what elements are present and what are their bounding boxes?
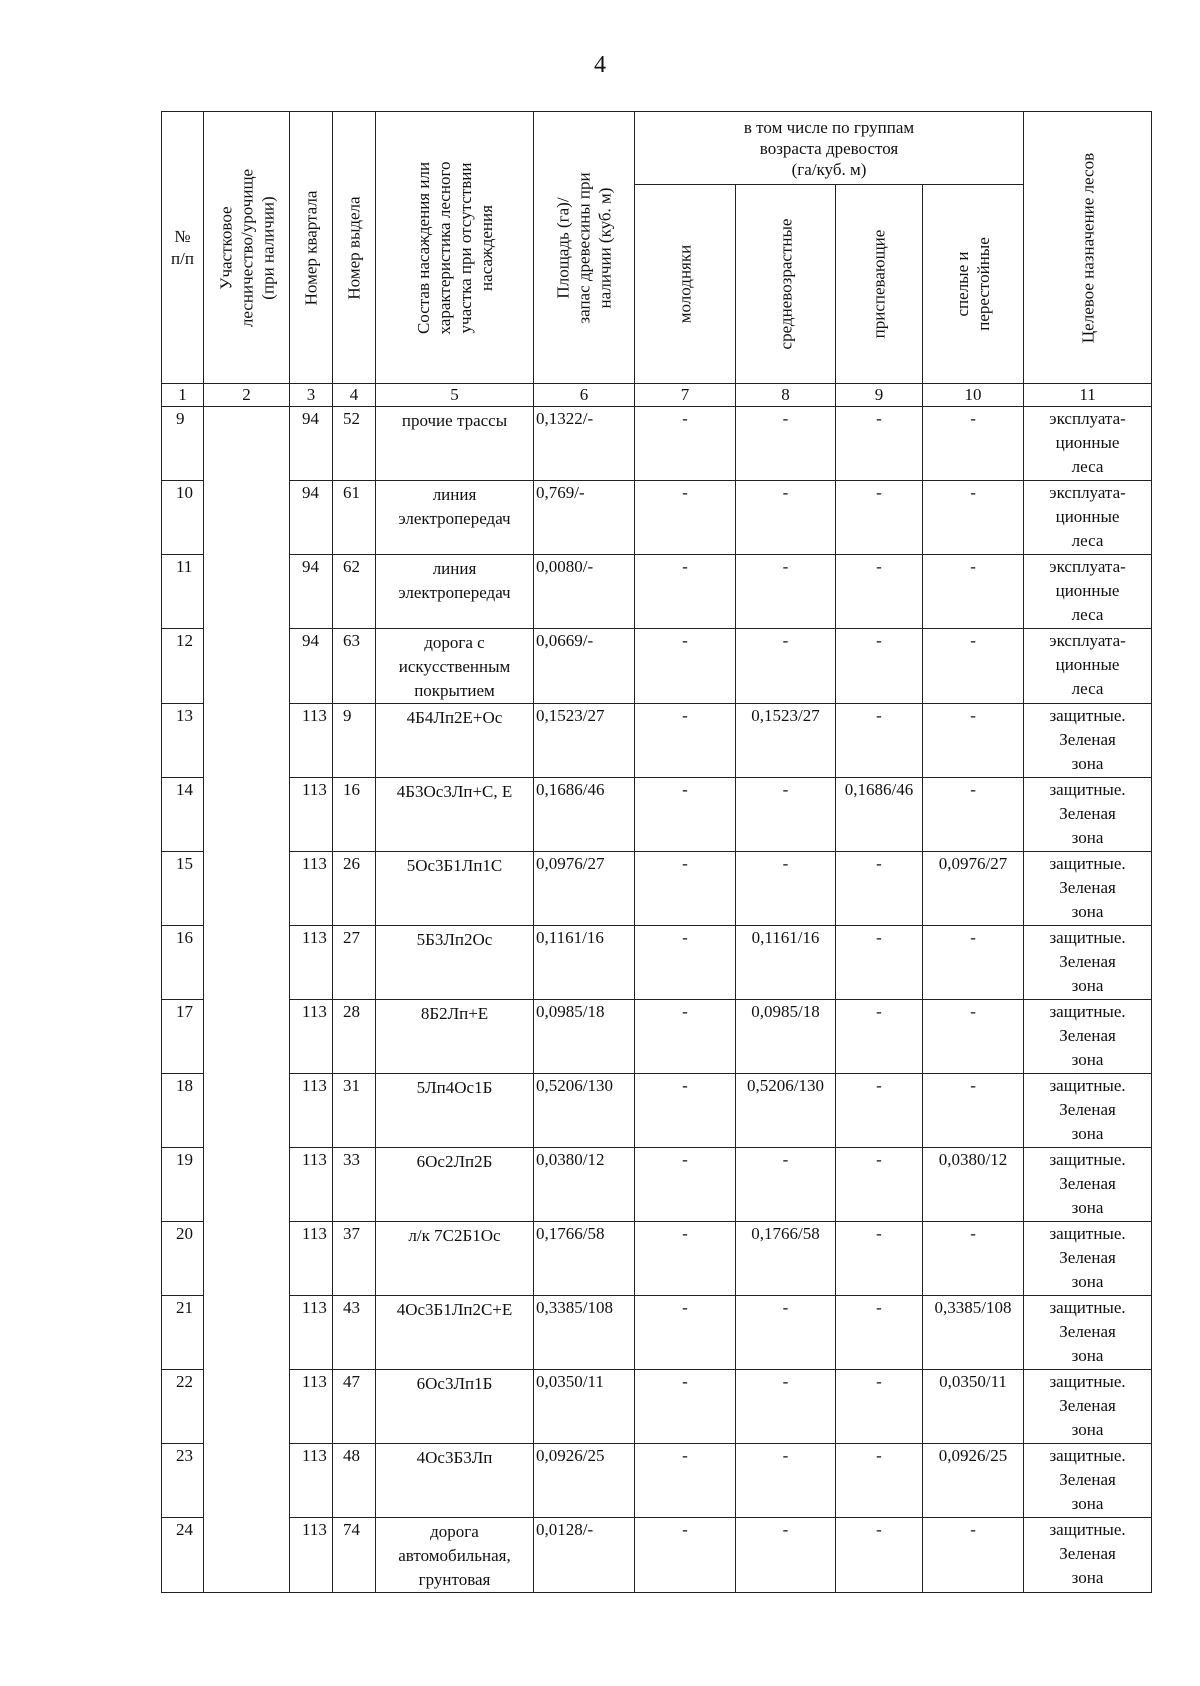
composition-line: прочие трассы [401, 411, 508, 430]
purpose-line: леса [1071, 457, 1104, 476]
header.age_groups-line: возраста древостоя [759, 138, 899, 158]
quarter-number: 113 [290, 1444, 333, 1518]
table-row [162, 1444, 1152, 1518]
header.age_groups-line: (га/куб. м) [791, 159, 867, 179]
header-area [534, 112, 635, 384]
middle-aged-value: 0,5206/130 [736, 1074, 836, 1148]
purpose-line: защитные. [1049, 1076, 1126, 1095]
purpose-line: защитные. [1049, 1002, 1126, 1021]
young-value: - [635, 1222, 736, 1296]
header-allotment [333, 112, 376, 384]
mature-value: - [923, 926, 1024, 1000]
composition-cell [376, 926, 534, 1000]
allotment-number: 28 [333, 1000, 376, 1074]
composition-line: л/к 7С2Б1Ос [408, 1226, 501, 1245]
composition-cell [376, 1296, 534, 1370]
header-mature-text [952, 237, 994, 331]
purpose-line: Зеленая [1059, 1100, 1116, 1119]
table-row [162, 1518, 1152, 1593]
maturing-value: 0,1686/46 [836, 778, 923, 852]
purpose-line: Зеленая [1059, 1470, 1116, 1489]
composition-cell [376, 1074, 534, 1148]
purpose-line: ционные [1055, 655, 1120, 674]
purpose-line: ционные [1055, 433, 1120, 452]
purpose-line: зона [1071, 902, 1104, 921]
purpose-line: ционные [1055, 507, 1120, 526]
young-value: - [635, 852, 736, 926]
purpose-line: эксплуата- [1049, 631, 1126, 650]
purpose-line: защитные. [1049, 1446, 1126, 1465]
column-number: 10 [923, 384, 1024, 407]
composition-line: электропередач [398, 583, 511, 602]
purpose-line: зона [1071, 1346, 1104, 1365]
young-value: - [635, 481, 736, 555]
middle-aged-value: - [736, 481, 836, 555]
area-volume: 0,0976/27 [534, 852, 635, 926]
area-volume: 0,0350/11 [534, 1370, 635, 1444]
middle-aged-value: - [736, 1444, 836, 1518]
column-number: 7 [635, 384, 736, 407]
purpose-cell [1024, 852, 1152, 926]
row-number: 18 [162, 1074, 204, 1148]
allotment-number: 63 [333, 629, 376, 704]
area-volume: 0,0669/- [534, 629, 635, 704]
composition-cell [376, 704, 534, 778]
header-np [162, 112, 204, 384]
purpose-line: зона [1071, 1124, 1104, 1143]
header.composition-line: Состав насаждения или [413, 161, 433, 334]
maturing-value: - [836, 926, 923, 1000]
area-volume: 0,1766/58 [534, 1222, 635, 1296]
header.mature-line: спелые и [953, 251, 973, 317]
area-volume: 0,5206/130 [534, 1074, 635, 1148]
purpose-line: защитные. [1049, 1298, 1126, 1317]
middle-aged-value: - [736, 407, 836, 481]
table-row [162, 407, 1152, 481]
young-value: - [635, 1370, 736, 1444]
area-volume: 0,0985/18 [534, 1000, 635, 1074]
allotment-number: 33 [333, 1148, 376, 1222]
allotment-number: 62 [333, 555, 376, 629]
mature-value: - [923, 1000, 1024, 1074]
mature-value: 0,0926/25 [923, 1444, 1024, 1518]
purpose-line: Зеленая [1059, 952, 1116, 971]
quarter-number: 113 [290, 1222, 333, 1296]
purpose-line: Зеленая [1059, 730, 1116, 749]
purpose-line: защитные. [1049, 706, 1126, 725]
area-volume: 0,0926/25 [534, 1444, 635, 1518]
composition-cell [376, 1518, 534, 1593]
purpose-line: Зеленая [1059, 1248, 1116, 1267]
middle-aged-value: - [736, 1148, 836, 1222]
allotment-number: 27 [333, 926, 376, 1000]
row-number: 14 [162, 778, 204, 852]
allotment-number: 61 [333, 481, 376, 555]
mature-value: - [923, 778, 1024, 852]
quarter-number: 113 [290, 852, 333, 926]
maturing-value: - [836, 1000, 923, 1074]
quarter-number: 113 [290, 778, 333, 852]
purpose-line: Зеленая [1059, 1026, 1116, 1045]
middle-aged-value: - [736, 1370, 836, 1444]
table-row [162, 629, 1152, 704]
quarter-number: 113 [290, 1148, 333, 1222]
header.composition-line: характеристика лесного [434, 161, 454, 334]
area-volume: 0,0128/- [534, 1518, 635, 1593]
composition-line: 5Лп4Ос1Б [416, 1078, 493, 1097]
header-forestry [204, 112, 290, 384]
mature-value: 0,0976/27 [923, 852, 1024, 926]
purpose-line: зона [1071, 1420, 1104, 1439]
purpose-line: леса [1071, 605, 1104, 624]
purpose-line: защитные. [1049, 1372, 1126, 1391]
table-row [162, 1074, 1152, 1148]
mature-value: - [923, 481, 1024, 555]
young-value: - [635, 1518, 736, 1593]
allotment-number: 74 [333, 1518, 376, 1593]
quarter-number: 94 [290, 407, 333, 481]
young-value: - [635, 1148, 736, 1222]
header-maturing [836, 185, 923, 384]
header.area-line: Площадь (га)/ [553, 196, 573, 299]
composition-line: дорога с [424, 633, 485, 652]
composition-cell [376, 629, 534, 704]
row-number: 21 [162, 1296, 204, 1370]
area-volume: 0,3385/108 [534, 1296, 635, 1370]
allotment-number: 43 [333, 1296, 376, 1370]
maturing-value: - [836, 1518, 923, 1593]
purpose-line: эксплуата- [1049, 483, 1126, 502]
mature-value: 0,3385/108 [923, 1296, 1024, 1370]
column-number: 6 [534, 384, 635, 407]
young-value: - [635, 1444, 736, 1518]
young-value: - [635, 704, 736, 778]
area-volume: 0,769/- [534, 481, 635, 555]
maturing-value: - [836, 555, 923, 629]
header.area-line: запас древесины при [574, 171, 594, 324]
quarter-number: 94 [290, 481, 333, 555]
table-row [162, 704, 1152, 778]
header-area-text [553, 172, 616, 323]
column-number: 9 [836, 384, 923, 407]
purpose-cell [1024, 1296, 1152, 1370]
header.mature-line: перестойные [974, 237, 994, 331]
allotment-number: 52 [333, 407, 376, 481]
row-number: 20 [162, 1222, 204, 1296]
area-volume: 0,0080/- [534, 555, 635, 629]
purpose-line: защитные. [1049, 1150, 1126, 1169]
composition-line: покрытием [414, 681, 495, 700]
header-middle-text: средневозрастные [776, 218, 795, 350]
purpose-line: защитные. [1049, 1224, 1126, 1243]
quarter-number: 113 [290, 1370, 333, 1444]
purpose-cell [1024, 629, 1152, 704]
young-value: - [635, 1000, 736, 1074]
maturing-value: - [836, 704, 923, 778]
table-row [162, 852, 1152, 926]
header.composition-line: насаждения [476, 204, 496, 291]
middle-aged-value: - [736, 1518, 836, 1593]
forestry-cell [204, 407, 290, 1593]
composition-cell [376, 1444, 534, 1518]
composition-line: 4Ос3Б3Лп [416, 1448, 493, 1467]
maturing-value: - [836, 1222, 923, 1296]
column-number: 11 [1024, 384, 1152, 407]
area-volume: 0,0380/12 [534, 1148, 635, 1222]
allotment-number: 37 [333, 1222, 376, 1296]
row-number: 13 [162, 704, 204, 778]
purpose-line: ционные [1055, 581, 1120, 600]
quarter-number: 113 [290, 1000, 333, 1074]
row-number: 24 [162, 1518, 204, 1593]
maturing-value: - [836, 1074, 923, 1148]
mature-value: 0,0380/12 [923, 1148, 1024, 1222]
table-row [162, 481, 1152, 555]
mature-value: - [923, 555, 1024, 629]
area-volume: 0,1523/27 [534, 704, 635, 778]
header-young-text: молодняки [675, 244, 695, 324]
purpose-line: Зеленая [1059, 1544, 1116, 1563]
column-number: 5 [376, 384, 534, 407]
maturing-value: - [836, 1370, 923, 1444]
purpose-line: защитные. [1049, 780, 1126, 799]
header-purpose-text: Целевое назначение лесов [1078, 152, 1098, 343]
row-number: 22 [162, 1370, 204, 1444]
purpose-cell [1024, 1000, 1152, 1074]
quarter-number: 113 [290, 1296, 333, 1370]
allotment-number: 9 [333, 704, 376, 778]
header.area-line: наличии (куб. м) [595, 187, 615, 308]
mature-value: - [923, 1518, 1024, 1593]
purpose-line: защитные. [1049, 928, 1126, 947]
header-forestry-text [215, 168, 278, 326]
header-quarter-text: Номер квартала [301, 190, 321, 305]
young-value: - [635, 1296, 736, 1370]
allotment-number: 16 [333, 778, 376, 852]
column-number: 3 [290, 384, 333, 407]
purpose-cell [1024, 778, 1152, 852]
composition-line: 4Ос3Б1Лп2С+Е [396, 1300, 513, 1319]
header-quarter [290, 112, 333, 384]
row-number: 23 [162, 1444, 204, 1518]
header-allotment-text: Номер выдела [344, 195, 364, 300]
header.age_groups-line: в том числе по группам [743, 117, 915, 137]
quarter-number: 113 [290, 1518, 333, 1593]
middle-aged-value: 0,1161/16 [736, 926, 836, 1000]
composition-cell [376, 407, 534, 481]
purpose-line: леса [1071, 679, 1104, 698]
purpose-line: Зеленая [1059, 1396, 1116, 1415]
row-number: 19 [162, 1148, 204, 1222]
purpose-cell [1024, 555, 1152, 629]
purpose-line: Зеленая [1059, 804, 1116, 823]
quarter-number: 94 [290, 629, 333, 704]
composition-line: грунтовая [418, 1570, 491, 1589]
purpose-line: зона [1071, 1494, 1104, 1513]
column-number: 2 [204, 384, 290, 407]
middle-aged-value: - [736, 778, 836, 852]
purpose-cell [1024, 926, 1152, 1000]
header-middle [736, 185, 836, 384]
header-maturing-text: приспевающие [869, 229, 889, 339]
composition-cell [376, 481, 534, 555]
mature-value: - [923, 704, 1024, 778]
header.forestry-line: Участковое [216, 205, 235, 290]
purpose-cell [1024, 1518, 1152, 1593]
header.forestry-line: лесничество/урочище [237, 168, 256, 327]
allotment-number: 31 [333, 1074, 376, 1148]
mature-value: - [923, 1222, 1024, 1296]
table-row [162, 555, 1152, 629]
purpose-line: зона [1071, 754, 1104, 773]
purpose-line: эксплуата- [1049, 409, 1126, 428]
composition-line: 5Б3Лп2Ос [416, 930, 493, 949]
purpose-cell [1024, 1370, 1152, 1444]
composition-line: 4Б3Ос3Лп+С, Е [396, 782, 513, 801]
composition-line: 4Б4Лп2Е+Ос [406, 708, 503, 727]
quarter-number: 94 [290, 555, 333, 629]
purpose-line: зона [1071, 1198, 1104, 1217]
column-numbers-row [162, 384, 1152, 407]
row-number: 15 [162, 852, 204, 926]
area-volume: 0,1161/16 [534, 926, 635, 1000]
header-np-text: № п/п [171, 226, 194, 268]
composition-line: линия [432, 485, 477, 504]
middle-aged-value: 0,1523/27 [736, 704, 836, 778]
purpose-cell [1024, 407, 1152, 481]
quarter-number: 113 [290, 704, 333, 778]
row-number: 16 [162, 926, 204, 1000]
maturing-value: - [836, 629, 923, 704]
purpose-line: защитные. [1049, 1520, 1126, 1539]
table-row [162, 1370, 1152, 1444]
quarter-number: 113 [290, 1074, 333, 1148]
table-row [162, 1148, 1152, 1222]
mature-value: - [923, 1074, 1024, 1148]
header.forestry-line: (при наличии) [258, 195, 277, 300]
mature-value: - [923, 629, 1024, 704]
purpose-line: эксплуата- [1049, 557, 1126, 576]
composition-line: искусственным [398, 657, 511, 676]
column-number: 8 [736, 384, 836, 407]
composition-line: 5Ос3Б1Лп1С [406, 856, 503, 875]
row-number: 11 [162, 555, 204, 629]
composition-line: линия [432, 559, 477, 578]
purpose-line: Зеленая [1059, 1322, 1116, 1341]
maturing-value: - [836, 407, 923, 481]
page-number: 4 [594, 52, 606, 78]
composition-line: 8Б2Лп+Е [420, 1004, 489, 1023]
table-row [162, 778, 1152, 852]
young-value: - [635, 1074, 736, 1148]
table-row [162, 1296, 1152, 1370]
purpose-line: зона [1071, 1050, 1104, 1069]
composition-cell [376, 852, 534, 926]
purpose-cell [1024, 1444, 1152, 1518]
purpose-line: зона [1071, 1272, 1104, 1291]
young-value: - [635, 407, 736, 481]
young-value: - [635, 778, 736, 852]
table-row [162, 1000, 1152, 1074]
middle-aged-value: - [736, 1296, 836, 1370]
young-value: - [635, 926, 736, 1000]
purpose-cell [1024, 1222, 1152, 1296]
composition-cell [376, 1000, 534, 1074]
row-number: 17 [162, 1000, 204, 1074]
young-value: - [635, 629, 736, 704]
maturing-value: - [836, 481, 923, 555]
purpose-cell [1024, 704, 1152, 778]
purpose-line: защитные. [1049, 854, 1126, 873]
table-row [162, 926, 1152, 1000]
header-composition [376, 112, 534, 384]
purpose-cell [1024, 481, 1152, 555]
mature-value: - [923, 407, 1024, 481]
purpose-cell [1024, 1148, 1152, 1222]
composition-cell [376, 1370, 534, 1444]
header-purpose [1024, 112, 1152, 384]
composition-cell [376, 778, 534, 852]
middle-aged-value: - [736, 555, 836, 629]
allotment-number: 26 [333, 852, 376, 926]
composition-line: 6Ос2Лп2Б [416, 1152, 493, 1171]
forest-plots-table [161, 111, 1152, 1593]
purpose-line: зона [1071, 1568, 1104, 1587]
middle-aged-value: 0,1766/58 [736, 1222, 836, 1296]
young-value: - [635, 555, 736, 629]
purpose-line: леса [1071, 531, 1104, 550]
composition-cell [376, 1222, 534, 1296]
purpose-line: зона [1071, 976, 1104, 995]
area-volume: 0,1322/- [534, 407, 635, 481]
middle-aged-value: 0,0985/18 [736, 1000, 836, 1074]
composition-line: электропередач [398, 509, 511, 528]
column-number: 1 [162, 384, 204, 407]
composition-line: дорога [430, 1522, 479, 1541]
row-number: 9 [162, 407, 204, 481]
maturing-value: - [836, 1296, 923, 1370]
composition-cell [376, 555, 534, 629]
allotment-number: 47 [333, 1370, 376, 1444]
header-young [635, 185, 736, 384]
maturing-value: - [836, 1148, 923, 1222]
middle-aged-value: - [736, 629, 836, 704]
middle-aged-value: - [736, 852, 836, 926]
purpose-line: Зеленая [1059, 878, 1116, 897]
allotment-number: 48 [333, 1444, 376, 1518]
quarter-number: 113 [290, 926, 333, 1000]
maturing-value: - [836, 852, 923, 926]
purpose-line: Зеленая [1059, 1174, 1116, 1193]
header-composition-text [413, 161, 497, 334]
area-volume: 0,1686/46 [534, 778, 635, 852]
row-number: 10 [162, 481, 204, 555]
header-age-groups [635, 112, 1024, 185]
header-mature [923, 185, 1024, 384]
maturing-value: - [836, 1444, 923, 1518]
purpose-line: зона [1071, 828, 1104, 847]
purpose-cell [1024, 1074, 1152, 1148]
composition-cell [376, 1148, 534, 1222]
composition-line: автомобильная, [398, 1546, 511, 1565]
header.composition-line: участка при отсутствии [455, 162, 475, 333]
mature-value: 0,0350/11 [923, 1370, 1024, 1444]
table-row [162, 1222, 1152, 1296]
row-number: 12 [162, 629, 204, 704]
column-number: 4 [333, 384, 376, 407]
composition-line: 6Ос3Лп1Б [416, 1374, 493, 1393]
